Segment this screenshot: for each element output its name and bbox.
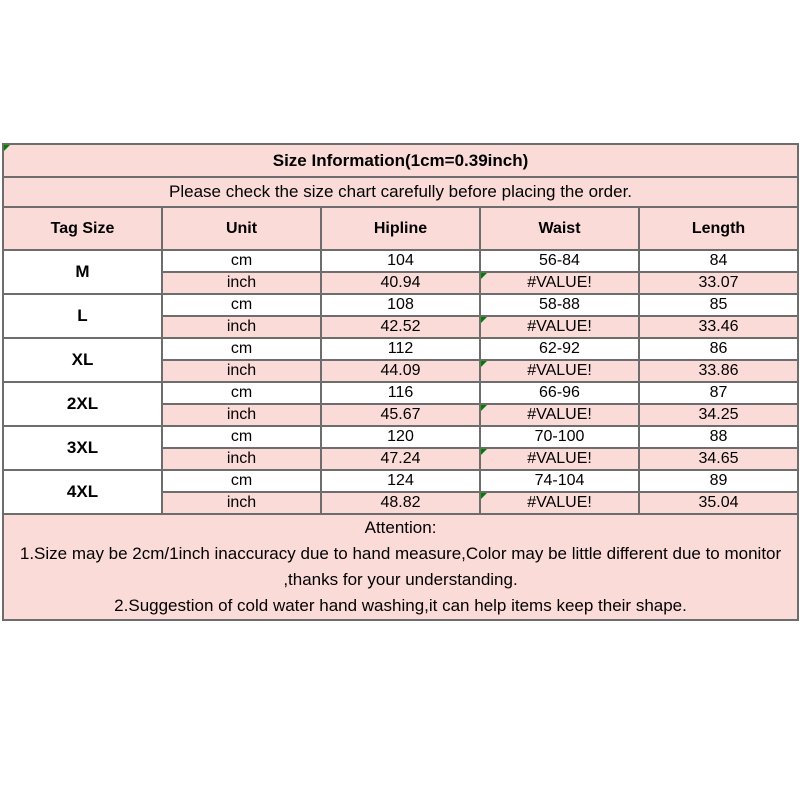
unit-cell: cm — [162, 470, 321, 492]
length-cm-value: 88 — [639, 426, 798, 448]
hipline-cm-value: 104 — [321, 250, 480, 272]
waist-inch-value: #VALUE! — [527, 406, 592, 423]
waist-inch-cell — [480, 316, 639, 338]
waist-inch-cell — [480, 272, 639, 294]
tag-size-cell: L — [3, 294, 162, 338]
waist-inch-value: #VALUE! — [527, 494, 592, 511]
excel-error-indicator-icon — [481, 273, 487, 279]
excel-error-indicator-icon — [481, 449, 487, 455]
unit-cell: inch — [162, 492, 321, 514]
waist-cm-value: 62-92 — [480, 338, 639, 360]
unit-cell: cm — [162, 338, 321, 360]
attention-cell — [3, 514, 798, 620]
subtitle-row — [3, 177, 798, 207]
length-inch-value: 33.07 — [639, 272, 798, 294]
title-row — [3, 144, 798, 177]
waist-inch-cell — [480, 492, 639, 514]
waist-cm-value: 70-100 — [480, 426, 639, 448]
attention-line-2: ,thanks for your understanding. — [283, 570, 518, 589]
unit-cell: inch — [162, 404, 321, 426]
length-inch-value: 33.86 — [639, 360, 798, 382]
length-cm-value: 87 — [639, 382, 798, 404]
excel-error-indicator-icon — [481, 317, 487, 323]
excel-error-indicator-icon — [4, 145, 10, 151]
excel-error-indicator-icon — [481, 493, 487, 499]
col-header-length: Length — [639, 207, 798, 250]
hipline-cm-value: 108 — [321, 294, 480, 316]
hipline-cm-value: 120 — [321, 426, 480, 448]
length-inch-value: 34.65 — [639, 448, 798, 470]
size-row-xl-cm — [3, 338, 798, 360]
waist-inch-value: #VALUE! — [527, 318, 592, 335]
waist-cm-value: 74-104 — [480, 470, 639, 492]
hipline-cm-value: 112 — [321, 338, 480, 360]
hipline-inch-value: 42.52 — [321, 316, 480, 338]
unit-cell: cm — [162, 250, 321, 272]
length-cm-value: 89 — [639, 470, 798, 492]
waist-inch-cell — [480, 448, 639, 470]
table-subtitle: Please check the size chart carefully before placing the order. — [169, 182, 633, 201]
size-chart-table — [2, 143, 799, 621]
attention-row — [3, 514, 798, 620]
length-inch-value: 35.04 — [639, 492, 798, 514]
table-title: Size Information(1cm=0.39inch) — [272, 150, 529, 170]
attention-line-1: 1.Size may be 2cm/1inch inaccuracy due to hand measure,Color may be little different due to monitor — [19, 544, 782, 563]
col-header-hipline: Hipline — [321, 207, 480, 250]
waist-cm-value: 58-88 — [480, 294, 639, 316]
tag-size-cell: M — [3, 250, 162, 294]
tag-size-cell: 2XL — [3, 382, 162, 426]
hipline-cm-value: 124 — [321, 470, 480, 492]
tag-size-cell: 4XL — [3, 470, 162, 514]
tag-size-cell: 3XL — [3, 426, 162, 470]
unit-cell: cm — [162, 382, 321, 404]
header-row — [3, 207, 798, 250]
tag-size-cell: XL — [3, 338, 162, 382]
excel-error-indicator-icon — [481, 405, 487, 411]
waist-inch-cell — [480, 404, 639, 426]
col-header-waist: Waist — [480, 207, 639, 250]
length-inch-value: 33.46 — [639, 316, 798, 338]
unit-cell: inch — [162, 272, 321, 294]
col-header-unit: Unit — [162, 207, 321, 250]
attention-heading: Attention: — [364, 518, 437, 537]
waist-inch-cell — [480, 360, 639, 382]
waist-inch-value: #VALUE! — [527, 362, 592, 379]
unit-cell: cm — [162, 294, 321, 316]
size-row-3xl-cm — [3, 426, 798, 448]
unit-cell: inch — [162, 448, 321, 470]
length-cm-value: 85 — [639, 294, 798, 316]
unit-cell: cm — [162, 426, 321, 448]
hipline-inch-value: 48.82 — [321, 492, 480, 514]
hipline-inch-value: 47.24 — [321, 448, 480, 470]
size-row-2xl-cm — [3, 382, 798, 404]
table-subtitle-cell — [3, 177, 798, 207]
hipline-inch-value: 44.09 — [321, 360, 480, 382]
length-inch-value: 34.25 — [639, 404, 798, 426]
unit-cell: inch — [162, 316, 321, 338]
hipline-inch-value: 45.67 — [321, 404, 480, 426]
waist-inch-value: #VALUE! — [527, 274, 592, 291]
size-row-4xl-cm — [3, 470, 798, 492]
length-cm-value: 84 — [639, 250, 798, 272]
hipline-inch-value: 40.94 — [321, 272, 480, 294]
length-cm-value: 86 — [639, 338, 798, 360]
attention-line-3: 2.Suggestion of cold water hand washing,it can help items keep their shape. — [114, 596, 687, 615]
excel-error-indicator-icon — [481, 361, 487, 367]
waist-cm-value: 56-84 — [480, 250, 639, 272]
waist-cm-value: 66-96 — [480, 382, 639, 404]
unit-cell: inch — [162, 360, 321, 382]
table-title-cell — [3, 144, 798, 177]
size-row-m-cm — [3, 250, 798, 272]
waist-inch-value: #VALUE! — [527, 450, 592, 467]
hipline-cm-value: 116 — [321, 382, 480, 404]
size-row-l-cm — [3, 294, 798, 316]
col-header-tag-size: Tag Size — [3, 207, 162, 250]
